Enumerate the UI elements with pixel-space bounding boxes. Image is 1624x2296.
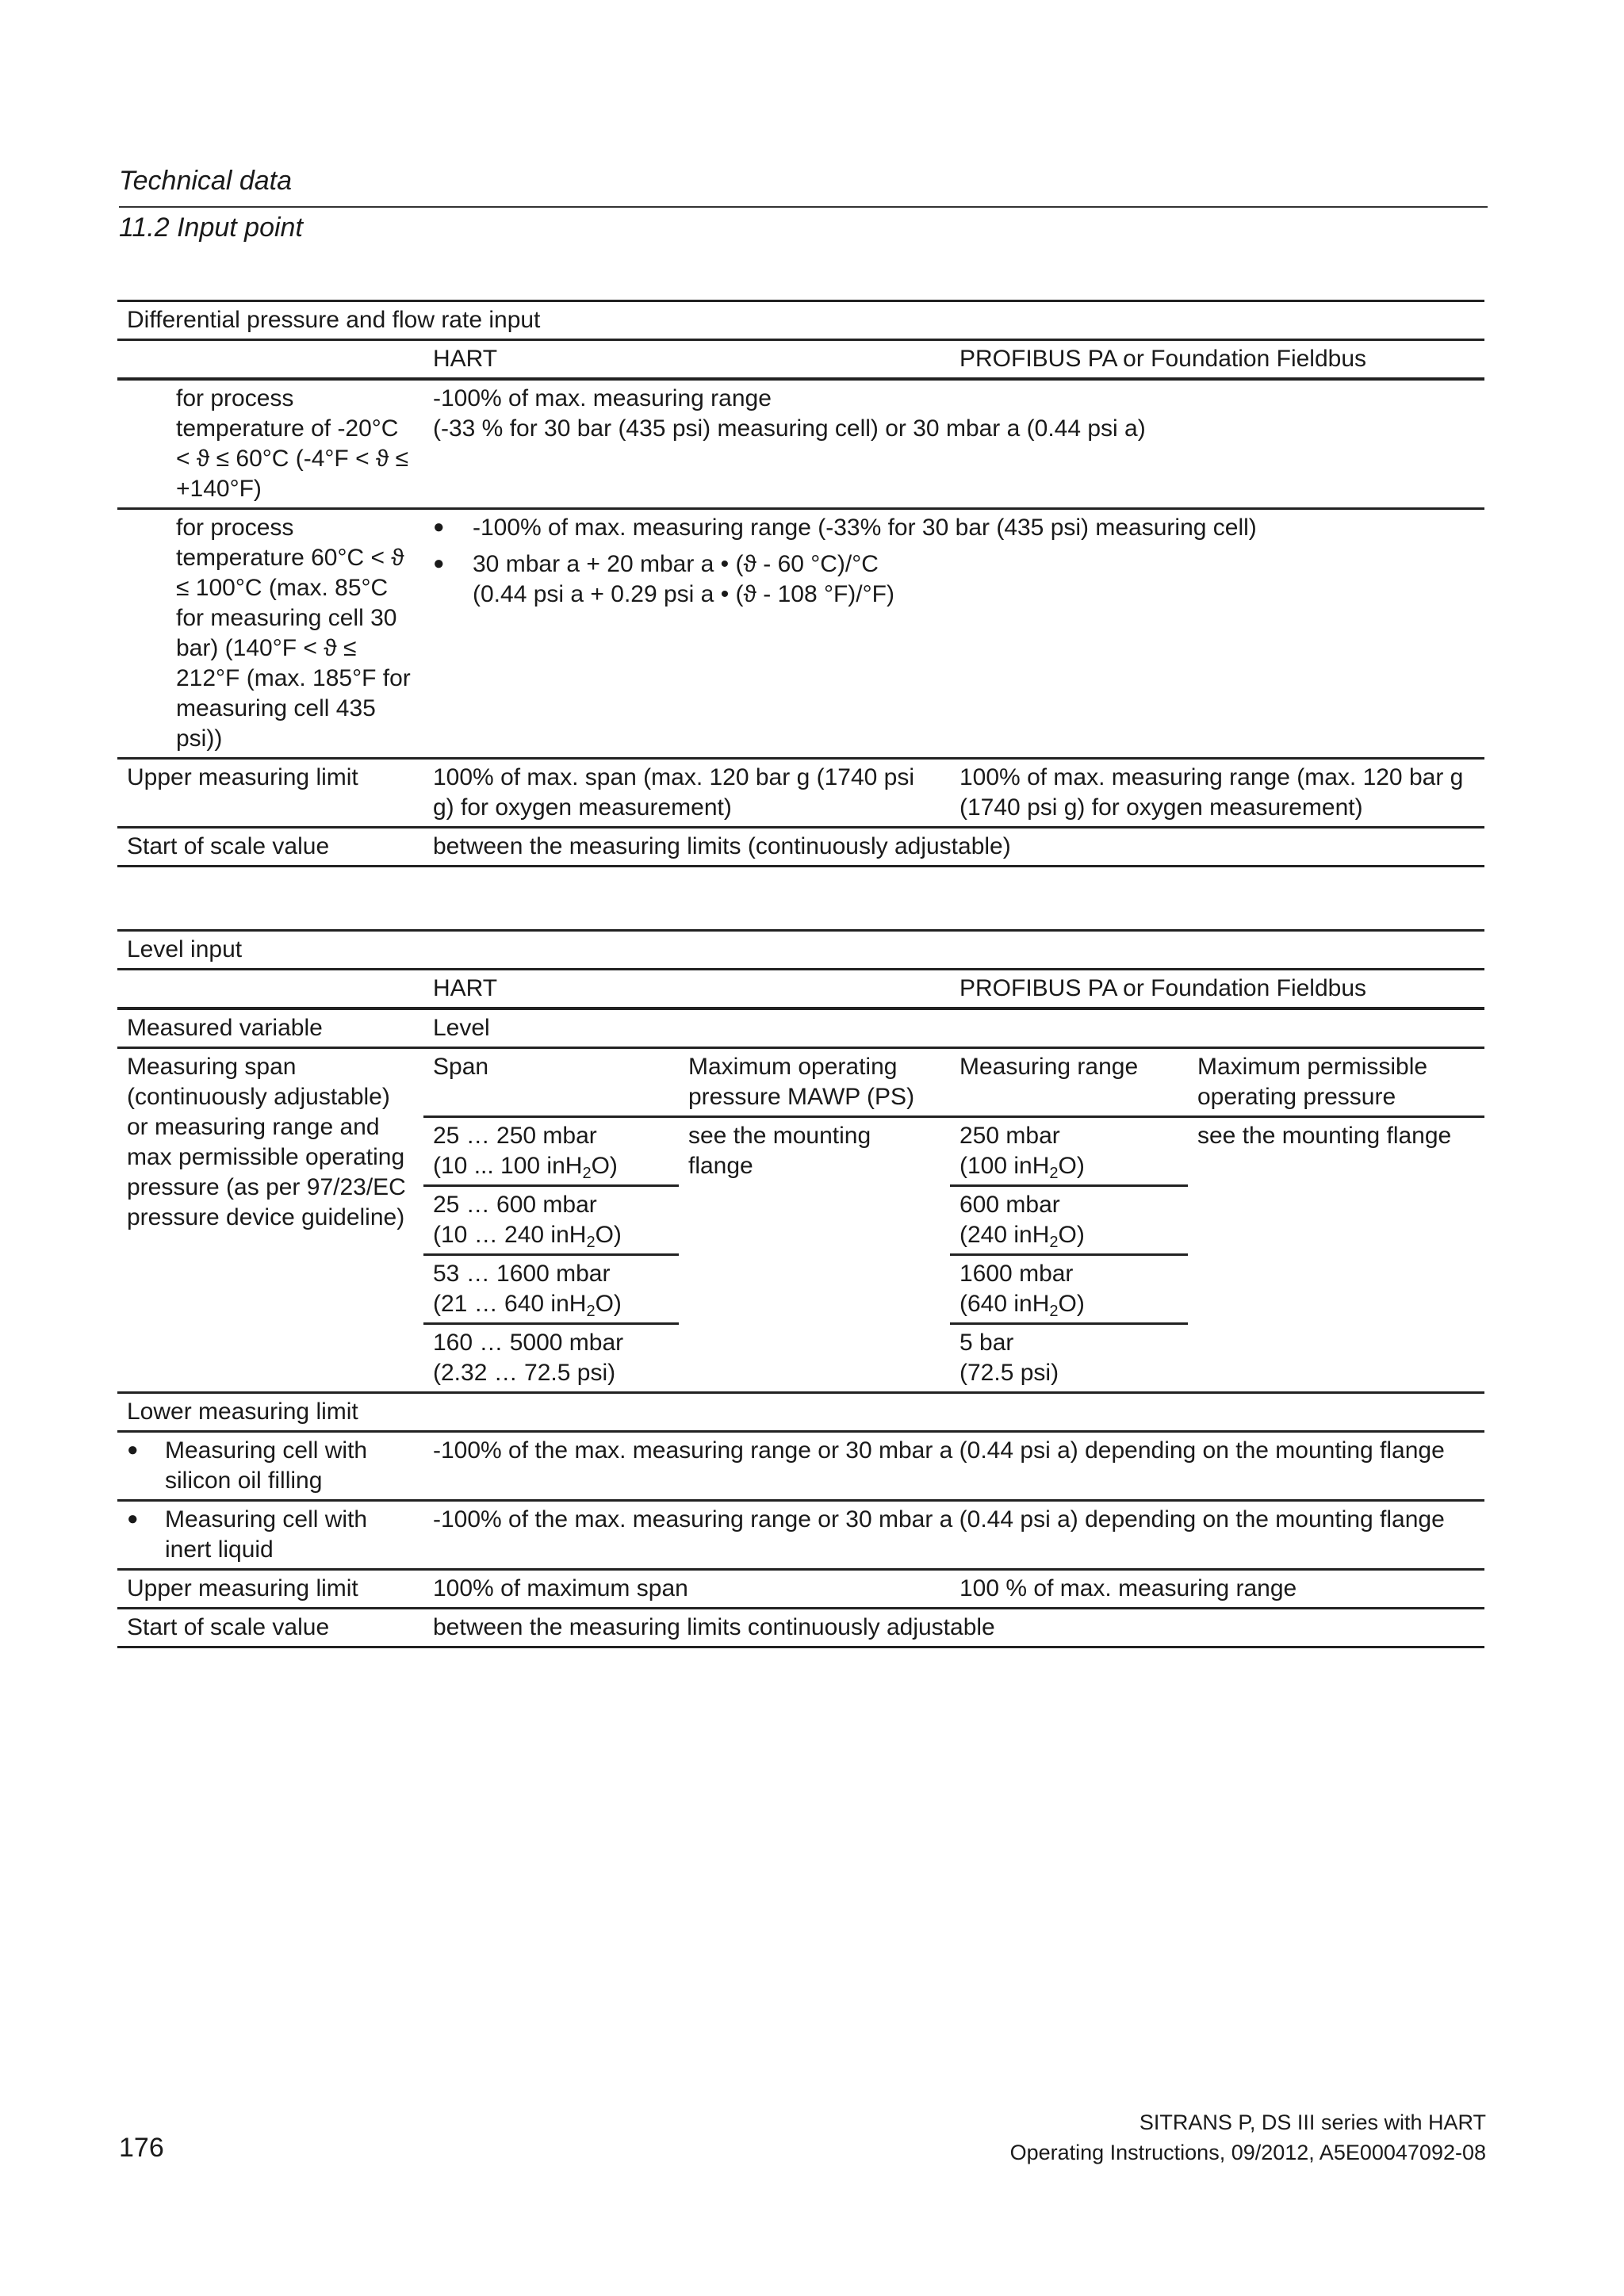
range-value — [950, 1186, 1188, 1255]
span-value — [423, 1324, 679, 1393]
list-item — [433, 549, 1475, 610]
value-line: 25 … 600 mbar — [433, 1192, 597, 1218]
footer-info — [1010, 2107, 1486, 2168]
column-header-row — [117, 340, 1484, 380]
list-item: ● -100% of max. measuring range (-33% for 30 bar (435 psi) measuring cell) — [433, 513, 1475, 543]
value-line: (2.32 … 72.5 psi) — [433, 1360, 616, 1386]
span-value — [423, 1117, 679, 1186]
table-row — [117, 1501, 1484, 1570]
row-label: Measuring span (continuously adjustable) or measuring range and max permissible operating pressure (as per 97/23/EC pressure device guideline) — [117, 1048, 423, 1393]
page-number: 176 — [119, 2133, 164, 2163]
span-value — [423, 1255, 679, 1324]
row-label: Lower measuring limit — [117, 1393, 1484, 1432]
row-value: between the measuring limits continuously adjustable — [423, 1609, 1484, 1647]
value-line: (640 inH$_2$O) — [959, 1291, 1085, 1320]
column-header-profibus: PROFIBUS PA or Foundation Fieldbus — [950, 970, 1484, 1009]
value-line: 600 mbar — [959, 1192, 1060, 1218]
footer-product: SITRANS P, DS III series with HART — [1139, 2110, 1486, 2134]
value-line: (100 inH$_2$O) — [959, 1153, 1085, 1182]
value-line: 250 mbar — [959, 1123, 1060, 1149]
value-line: ● 30 mbar a + 20 mbar a • (ϑ - 60 °C)/°C — [473, 551, 879, 577]
table-row — [117, 509, 1484, 759]
max-pressure-value: see the mounting flange — [1188, 1117, 1484, 1393]
value-line: (72.5 psi) — [959, 1360, 1059, 1386]
value-line: 53 … 1600 mbar — [433, 1261, 611, 1287]
table-title: Level input — [117, 931, 1484, 970]
row-value: -100% of the max. measuring range or 30 mbar a (0.44 psi a) depending on the mounting flange — [423, 1432, 1484, 1501]
mawp-value: see the mounting flange — [679, 1117, 950, 1393]
table-row — [117, 1008, 1484, 1048]
row-label: ● Measuring cell with inert liquid — [117, 1501, 423, 1570]
hart-value: 100% of max. span (max. 120 bar g (1740 psi g) for oxygen measurement) — [423, 759, 950, 828]
table-row — [117, 1570, 1484, 1609]
value-line: 1600 mbar — [959, 1261, 1074, 1287]
row-label: Start of scale value — [117, 828, 423, 867]
level-input-table — [117, 929, 1484, 1648]
row-value — [423, 509, 1484, 759]
row-value — [423, 379, 1484, 509]
column-header-hart: HART — [423, 340, 950, 380]
row-label: for process temperature of -20°C < ϑ ≤ 60°C (-4°F < ϑ ≤ +140°F) — [117, 379, 423, 509]
value-line: 5 bar — [959, 1330, 1014, 1356]
footer-doc: Operating Instructions, 09/2012, A5E00047092-08 — [1009, 2141, 1486, 2164]
range-value — [950, 1324, 1188, 1393]
row-label: Upper measuring limit — [117, 759, 423, 828]
table-row — [117, 1609, 1484, 1647]
span-value — [423, 1186, 679, 1255]
span-header-row — [117, 1048, 1484, 1117]
value-line: (240 inH$_2$O) — [959, 1222, 1085, 1251]
table-title-row — [117, 931, 1484, 970]
bullet-icon: ● — [127, 1439, 139, 1460]
range-value — [950, 1255, 1188, 1324]
profibus-value: 100% of max. measuring range (max. 120 bar g (1740 psi g) for oxygen measurement) — [950, 759, 1484, 828]
table-row — [117, 1393, 1484, 1432]
header-max-pressure: Maximum permissible operating pressure — [1188, 1048, 1484, 1117]
row-label: Upper measuring limit — [117, 1570, 423, 1609]
value-line: (10 … 240 inH$_2$O) — [433, 1222, 622, 1251]
subsection-title: 11.2 Input point — [119, 212, 303, 243]
row-label: for process temperature 60°C < ϑ ≤ 100°C (max. 85°C for measuring cell 30 bar) (140°F < ϑ ≤ 212°F (max. 185°F for measuring cell 435 psi)) — [117, 509, 423, 759]
value-line: 160 … 5000 mbar — [433, 1330, 624, 1356]
bullet-icon: ● — [127, 1508, 139, 1529]
section-title: Technical data — [119, 166, 293, 196]
row-label: Measured variable — [117, 1008, 423, 1048]
table-title-row — [117, 301, 1484, 340]
row-value: -100% of the max. measuring range or 30 mbar a (0.44 psi a) depending on the mounting flange — [423, 1501, 1484, 1570]
table-row — [117, 828, 1484, 867]
table-title: Differential pressure and flow rate input — [117, 301, 1484, 340]
hart-value: 100% of maximum span — [423, 1570, 950, 1609]
header-span: Span — [423, 1048, 679, 1117]
row-value: Level — [423, 1008, 1484, 1048]
profibus-value: 100 % of max. measuring range — [950, 1570, 1484, 1609]
bullet-list — [433, 513, 1475, 610]
range-value — [950, 1117, 1188, 1186]
header-measuring-range: Measuring range — [950, 1048, 1188, 1117]
column-header-row — [117, 970, 1484, 1009]
differential-pressure-table — [117, 300, 1484, 867]
row-label: Start of scale value — [117, 1609, 423, 1647]
table-row — [117, 759, 1484, 828]
value-line: -100% of max. measuring range — [433, 385, 772, 411]
value-line: (10 ... 100 inH$_2$O) — [433, 1153, 618, 1182]
value-line: (0.44 psi a + 0.29 psi a • (ϑ - 108 °F)/°F) — [473, 581, 894, 607]
table-row — [117, 1432, 1484, 1501]
header-mawp: Maximum operating pressure MAWP (PS) — [679, 1048, 950, 1117]
table-row — [117, 379, 1484, 509]
column-header-profibus: PROFIBUS PA or Foundation Fieldbus — [950, 340, 1484, 380]
header-rule — [119, 206, 1488, 208]
column-header-hart: HART — [423, 970, 950, 1009]
row-value: between the measuring limits (continuously adjustable) — [423, 828, 1484, 867]
value-line: 25 … 250 mbar — [433, 1123, 597, 1149]
value-line: (21 … 640 inH$_2$O) — [433, 1291, 622, 1320]
row-label: ● Measuring cell with silicon oil filling — [117, 1432, 423, 1501]
value-line: (-33 % for 30 bar (435 psi) measuring cell) or 30 mbar a (0.44 psi a) — [433, 415, 1146, 442]
